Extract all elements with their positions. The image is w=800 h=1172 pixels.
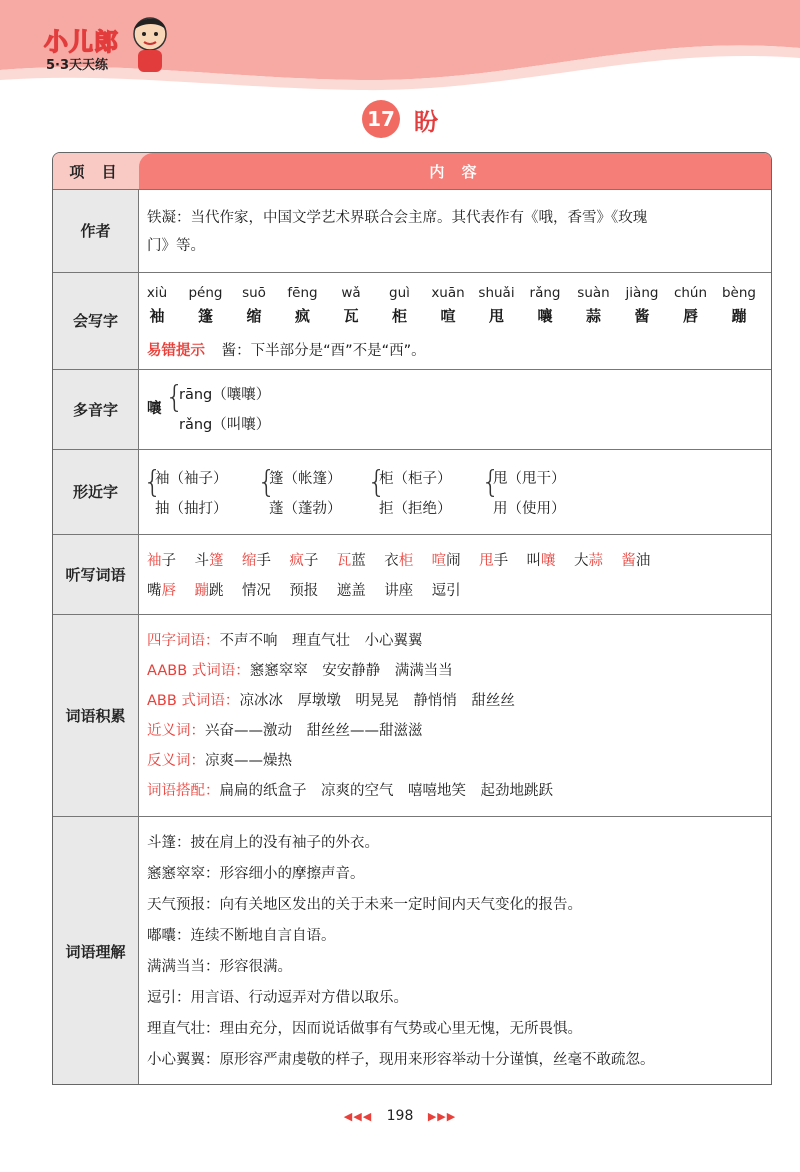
row-accumulation bbox=[53, 614, 772, 816]
row-dictation bbox=[53, 534, 772, 614]
accum-line bbox=[147, 689, 515, 710]
table-header bbox=[53, 153, 772, 189]
pinyin: xuān bbox=[431, 285, 465, 301]
pinyin: chún bbox=[673, 285, 708, 301]
character: 唇 bbox=[682, 307, 698, 325]
row-label: 多音字 bbox=[53, 370, 139, 449]
dict-word: 子 bbox=[161, 553, 176, 569]
lesson-number-badge: 17 bbox=[362, 100, 400, 138]
dict-word: 油 bbox=[635, 553, 651, 569]
row-polyphone bbox=[53, 369, 772, 449]
dict-word: 篷 bbox=[208, 553, 224, 569]
dictation-line-2 bbox=[147, 579, 461, 600]
dict-word: 大 bbox=[573, 553, 589, 569]
pinyin: xiù bbox=[146, 285, 168, 301]
header-content: 内 容 bbox=[139, 153, 772, 189]
accum-value: 不声不响 理直气壮 小心翼翼 bbox=[219, 633, 423, 649]
dict-word: 跳 bbox=[208, 583, 224, 599]
label-line-2: 词语 bbox=[95, 565, 126, 584]
header-item: 项 目 bbox=[69, 162, 123, 181]
dict-word: 蓝 bbox=[351, 553, 366, 569]
label-line-2: 积累 bbox=[95, 706, 126, 725]
accum-value: 凉冰冰 厚墩墩 明晃晃 静悄悄 甜丝丝 bbox=[239, 693, 515, 709]
accum-key: ABB 式词语： bbox=[147, 693, 240, 709]
dict-word: 斗 bbox=[194, 553, 209, 569]
pinyin: bèng bbox=[721, 285, 756, 301]
dict-word: 情况 bbox=[241, 583, 271, 599]
definition-line: 小心翼翼：原形容严肃虔敬的样子，现用来形容举动十分谨慎，丝毫不敢疏忽。 bbox=[147, 1052, 655, 1068]
dict-word: 瓦 bbox=[336, 553, 352, 569]
accum-line bbox=[147, 629, 423, 650]
definition-line: 理直气壮：理由充分，因而说话做事有气势或心里无愧，无所畏惧。 bbox=[147, 1021, 582, 1037]
dict-word: 闹 bbox=[446, 553, 461, 569]
brand-name: 小儿郎 bbox=[44, 28, 119, 56]
pinyin: wǎ bbox=[341, 285, 361, 301]
brace-icon: { bbox=[481, 465, 501, 500]
accum-line bbox=[147, 719, 423, 740]
author-line-2: 门》等。 bbox=[147, 238, 205, 254]
dict-word: 唇 bbox=[161, 583, 176, 599]
dict-word: 遮盖 bbox=[336, 583, 366, 599]
accum-key: 词语搭配： bbox=[147, 783, 220, 799]
lesson-heading bbox=[0, 96, 800, 142]
dict-word: 缩 bbox=[241, 553, 257, 569]
definition-line: 天气预报：向有关地区发出的关于未来一定时间内天气变化的报告。 bbox=[147, 897, 582, 913]
poly-reading-2: rǎng（叫嚷） bbox=[179, 417, 271, 433]
label-line-1: 词语 bbox=[65, 942, 96, 961]
pinyin: péng bbox=[188, 285, 223, 301]
character: 嚷 bbox=[537, 307, 553, 325]
similar-b: 蓬（蓬勃） bbox=[269, 501, 342, 517]
accum-key: AABB 式词语： bbox=[147, 663, 250, 679]
brace-icon: { bbox=[367, 465, 387, 500]
accum-key: 近义词： bbox=[147, 723, 205, 739]
accum-key: 反义词： bbox=[147, 753, 205, 769]
pinyin: suō bbox=[242, 285, 266, 301]
dict-word: 蒜 bbox=[588, 553, 603, 569]
accum-value: 窸窸窣窣 安安静静 满满当当 bbox=[249, 663, 453, 679]
pinyin: guì bbox=[389, 285, 410, 301]
character: 蒜 bbox=[585, 307, 601, 325]
character: 瓦 bbox=[343, 307, 359, 325]
character: 缩 bbox=[246, 307, 262, 325]
row-label: 会写字 bbox=[53, 273, 139, 369]
definition-line: 窸窸窣窣：形容细小的摩擦声音。 bbox=[147, 866, 365, 882]
dict-word: 酱 bbox=[621, 553, 636, 569]
brace-icon: { bbox=[257, 465, 277, 500]
dict-word: 袖 bbox=[147, 553, 162, 569]
label-line-1: 词语 bbox=[65, 706, 96, 725]
pinyin: shuǎi bbox=[478, 285, 515, 301]
similar-b: 拒（拒绝） bbox=[379, 501, 452, 517]
row-label bbox=[53, 817, 139, 1085]
accum-key: 四字词语： bbox=[147, 633, 220, 649]
dict-word: 甩 bbox=[479, 553, 494, 569]
page-footer bbox=[0, 1108, 800, 1124]
accum-line bbox=[147, 749, 292, 770]
character: 柜 bbox=[391, 307, 407, 325]
row-similar bbox=[53, 449, 772, 534]
label-line-1: 听写 bbox=[65, 565, 96, 584]
series-name: 5·3天天练 bbox=[46, 58, 109, 73]
pinyin: rǎng bbox=[529, 285, 561, 301]
character: 袖 bbox=[149, 307, 165, 325]
similar-b: 用（使用） bbox=[493, 501, 566, 517]
dict-word: 疯 bbox=[289, 553, 304, 569]
row-label: 形近字 bbox=[53, 450, 139, 534]
definition-line: 满满当当：形容很满。 bbox=[147, 959, 292, 975]
definition-line: 逗引：用言语、行动逗弄对方借以取乐。 bbox=[147, 990, 408, 1006]
dictation-line-1 bbox=[147, 549, 650, 570]
tip-text: 酱：下半部分是“酉”不是“西”。 bbox=[221, 343, 426, 359]
similar-a: 柜（柜子） bbox=[379, 471, 452, 487]
pinyin: jiàng bbox=[625, 285, 659, 301]
brace-icon: { bbox=[143, 465, 163, 500]
page-number: 198 bbox=[386, 1108, 414, 1124]
right-arrows-icon: ▶▶▶ bbox=[427, 1110, 457, 1123]
mascot-icon bbox=[128, 12, 172, 76]
dict-word: 手 bbox=[256, 553, 271, 569]
author-line-1: 铁凝：当代作家，中国文学艺术界联合会主席。其代表作有《哦，香雪》《玫瑰 bbox=[147, 210, 648, 226]
character: 甩 bbox=[488, 307, 504, 325]
character: 疯 bbox=[294, 307, 310, 325]
row-label bbox=[53, 615, 139, 816]
definition-line: 斗篷：披在肩上的没有袖子的外衣。 bbox=[147, 835, 379, 851]
dict-word: 嘴 bbox=[147, 583, 162, 599]
character: 蹦 bbox=[731, 307, 747, 325]
dict-word: 蹦 bbox=[194, 583, 209, 599]
left-arrows-icon: ◀◀◀ bbox=[343, 1110, 373, 1123]
accum-value: 扁扁的纸盒子 凉爽的空气 嘻嘻地笑 起劲地跳跃 bbox=[219, 783, 553, 799]
pinyin: fēng bbox=[287, 285, 318, 301]
accum-value: 兴奋——激动 甜丝丝——甜滋滋 bbox=[205, 723, 423, 739]
dict-word: 讲座 bbox=[384, 583, 414, 599]
brand-logo bbox=[44, 12, 174, 76]
dict-word: 子 bbox=[303, 553, 319, 569]
brace-icon: { bbox=[165, 380, 185, 415]
dict-word: 衣 bbox=[384, 553, 399, 569]
dict-word: 嚷 bbox=[541, 553, 556, 569]
dict-word: 柜 bbox=[398, 553, 414, 569]
accum-value: 凉爽——燥热 bbox=[205, 753, 292, 769]
similar-a: 甩（甩干） bbox=[493, 471, 566, 487]
lesson-title: 盼 bbox=[414, 107, 438, 136]
row-author bbox=[53, 189, 772, 272]
dict-word: 喧 bbox=[431, 553, 447, 569]
row-label bbox=[53, 535, 139, 614]
character: 酱 bbox=[634, 307, 650, 325]
character: 喧 bbox=[440, 307, 456, 325]
row-write bbox=[53, 272, 772, 369]
similar-a: 篷（帐篷） bbox=[269, 471, 342, 487]
poly-reading-1: rāng（嚷嚷） bbox=[179, 387, 271, 403]
label-line-2: 理解 bbox=[95, 942, 126, 961]
dict-word: 逗引 bbox=[431, 583, 461, 599]
poly-char: 嚷 bbox=[147, 401, 162, 417]
dict-word: 预报 bbox=[289, 583, 319, 599]
dict-word: 手 bbox=[493, 553, 509, 569]
tip-label: 易错提示 bbox=[147, 343, 205, 359]
row-label: 作者 bbox=[53, 190, 139, 272]
row-understanding bbox=[53, 816, 772, 1085]
similar-a: 袖（袖子） bbox=[155, 471, 228, 487]
tip-line bbox=[147, 339, 426, 360]
similar-b: 抽（抽打） bbox=[155, 501, 228, 517]
character: 篷 bbox=[197, 307, 213, 325]
definition-line: 嘟囔：连续不断地自言自语。 bbox=[147, 928, 336, 944]
study-table bbox=[52, 152, 772, 1085]
pinyin: suàn bbox=[577, 285, 610, 301]
dict-word: 叫 bbox=[526, 553, 541, 569]
accum-line bbox=[147, 659, 453, 680]
accum-line bbox=[147, 779, 553, 800]
